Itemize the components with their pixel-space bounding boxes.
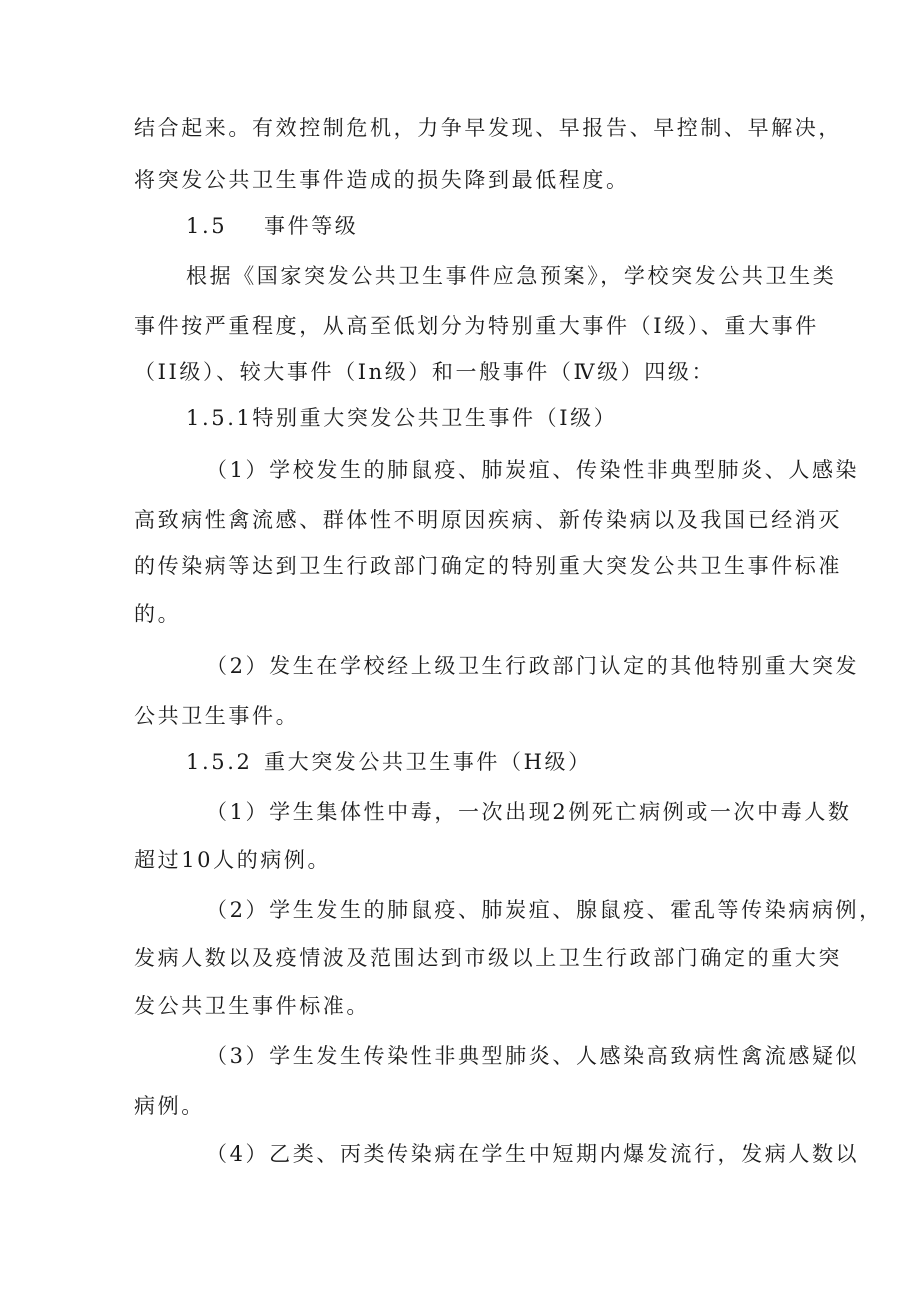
body-text-line: 将突发公共卫生事件造成的损失降到最低程度。 (134, 168, 630, 192)
body-text-line: （1）学校发生的肺鼠疫、肺炭疽、传染性非典型肺炎、人感染 (206, 458, 860, 482)
body-text-line: 公共卫生事件。 (134, 704, 300, 728)
body-text-line: 病例。 (134, 1094, 205, 1118)
body-text-line: 的传染病等达到卫生行政部门确定的特别重大突发公共卫生事件标准 (134, 554, 842, 578)
body-text-line: 根据《国家突发公共卫生事件应急预案》，学校突发公共卫生类 (186, 264, 837, 288)
section-heading-1-5 (186, 216, 358, 237)
body-text-line: （II级）、较大事件（In级）和一般事件（Ⅳ级）四级： (134, 360, 716, 384)
body-text-line: （1）学生集体性中毒，一次出现2例死亡病例或一次中毒人数 (206, 800, 852, 824)
body-text-line: （4）乙类、丙类传染病在学生中短期内爆发流行，发病人数以 (206, 1142, 860, 1166)
body-text-line: （2）学生发生的肺鼠疫、肺炭疽、腺鼠疫、霍乱等传染病病例， (206, 898, 883, 922)
section-heading-1-5-2 (186, 752, 592, 773)
section-number: 1.5 (186, 214, 228, 238)
body-text-line: 超过10人的病例。 (134, 848, 332, 872)
body-text-line: 事件按严重程度，从高至低划分为特别重大事件（Ⅰ级）、重大事件 (134, 314, 819, 338)
body-text-line: （2）发生在学校经上级卫生行政部门认定的其他特别重大突发 (206, 654, 860, 678)
body-text-line: 结合起来。有效控制危机，力争早发现、早报告、早控制、早解决， (134, 116, 842, 140)
body-text-line: 的。 (134, 602, 182, 626)
body-text-line: 高致病性禽流感、群体性不明原因疾病、新传染病以及我国已经消灭 (134, 508, 842, 532)
section-heading-1-5-1: 1.5.1特别重大突发公共卫生事件（Ⅰ级） (186, 406, 618, 430)
section-title: 重大突发公共卫生事件（H级） (264, 750, 592, 774)
body-text-line: 发病人数以及疫情波及范围达到市级以上卫生行政部门确定的重大突 (134, 946, 842, 970)
section-number: 1.5.2 (186, 750, 253, 774)
body-text-line: （3）学生发生传染性非典型肺炎、人感染高致病性禽流感疑似 (206, 1044, 860, 1068)
section-title: 事件等级 (264, 214, 359, 238)
body-text-line: 发公共卫生事件标准。 (134, 994, 370, 1018)
